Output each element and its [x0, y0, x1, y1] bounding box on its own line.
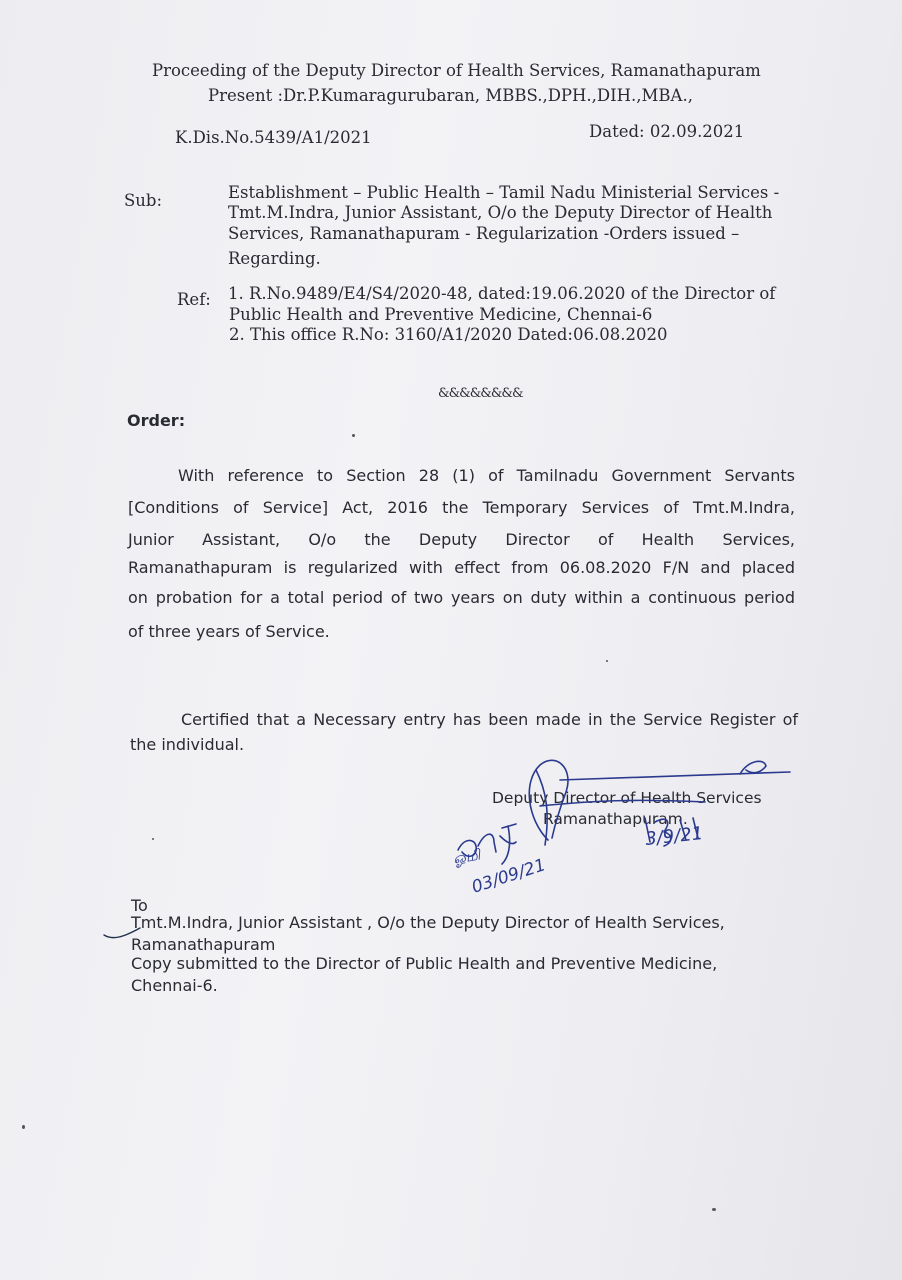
copy-line: Chennai-6. — [131, 976, 218, 995]
paper-speck — [606, 660, 608, 662]
order-heading: Order: — [127, 411, 186, 430]
order-paragraph-line: on probation for a total period of two years on duty within a continuous period — [128, 588, 795, 607]
subject-label: Sub: — [124, 191, 163, 210]
document-date: Dated: 02.09.2021 — [589, 122, 745, 141]
paper-speck — [352, 434, 355, 437]
to-address-line: Ramanathapuram — [131, 935, 276, 954]
handwritten-stamp-date: 3/9/21 — [644, 823, 705, 850]
paper-speck — [22, 1125, 25, 1129]
reference-line: 1. R.No.9489/E4/S4/2020-48, dated:19.06.2020 of the Director of — [228, 284, 776, 303]
handwritten-date: 03/09/21 — [469, 855, 549, 898]
reference-number: K.Dis.No.5439/A1/2021 — [175, 128, 372, 147]
signatory-title: Deputy Director of Health Services — [492, 789, 762, 807]
certified-line: Certified that a Necessary entry has been made in the Service Register of — [181, 710, 798, 729]
to-label: To — [131, 896, 148, 915]
subject-line: Regarding. — [228, 249, 321, 268]
handwritten-initials: ஓமி — [451, 845, 482, 868]
subject-line: Establishment – Public Health – Tamil Nadu Ministerial Services - — [228, 183, 780, 202]
paper-speck — [712, 1208, 716, 1211]
order-paragraph-line: Junior Assistant, O/o the Deputy Director of Health Services, — [128, 530, 795, 549]
signatory-place: Ramanathapuram. — [543, 810, 688, 828]
order-paragraph-line: [Conditions of Service] Act, 2016 the Temporary Services of Tmt.M.Indra, — [128, 498, 795, 517]
reference-line: Public Health and Preventive Medicine, Chennai-6 — [229, 305, 653, 324]
header-office-line: Proceeding of the Deputy Director of Health Services, Ramanathapuram — [152, 61, 761, 80]
subject-line: Tmt.M.Indra, Junior Assistant, O/o the Deputy Director of Health — [228, 203, 773, 222]
paper-speck — [152, 838, 154, 840]
copy-line: Copy submitted to the Director of Public Health and Preventive Medicine, — [131, 954, 718, 973]
reference-label: Ref: — [177, 290, 211, 309]
section-separator: &&&&&&&& — [438, 386, 523, 401]
reference-line: 2. This office R.No: 3160/A1/2020 Dated:06.08.2020 — [229, 325, 668, 344]
certified-line: the individual. — [130, 735, 245, 754]
order-paragraph-line: With reference to Section 28 (1) of Tamilnadu Government Servants — [178, 466, 795, 485]
subject-line: Services, Ramanathapuram - Regularization -Orders issued – — [228, 224, 740, 243]
order-paragraph-line: of three years of Service. — [128, 622, 330, 641]
order-paragraph-line: Ramanathapuram is regularized with effect from 06.08.2020 F/N and placed — [128, 558, 795, 577]
header-present-line: Present :Dr.P.Kumaragurubaran, MBBS.,DPH.,DIH.,MBA., — [208, 86, 693, 105]
to-address-line: Tmt.M.Indra, Junior Assistant , O/o the Deputy Director of Health Services, — [131, 913, 725, 932]
